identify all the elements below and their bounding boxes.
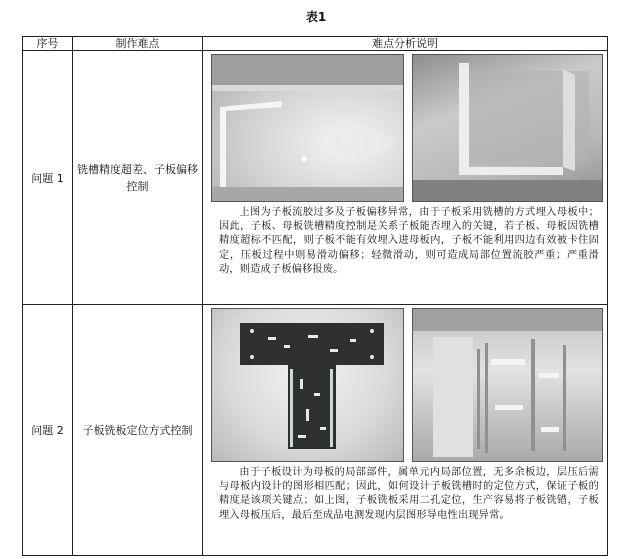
- photo-strip: [203, 51, 607, 202]
- row-difficulty: 子板铣板定位方式控制: [73, 305, 203, 556]
- table-header-row: [23, 37, 608, 51]
- analysis-text: 上图为子板流胶过多及子板偏移异常，由于子板采用铣槽的方式埋入母板中；因此，子板、母板铣槽精度控制是关系子板能否埋入的关键，若子板、母板因铣槽精度超标不匹配，则子板不能有效埋入进母板内，子板不能利用四边有效被卡住固定，压板过程中则易滑动偏移；轻微滑动，则可造成局部位置流胶严重；严重滑动，则造成子板偏移报废。: [219, 207, 599, 275]
- photo-t-shaped-board: [211, 308, 404, 462]
- difficulty-table: [22, 36, 608, 556]
- photo-strip: [203, 305, 607, 462]
- row-analysis-cell: [203, 305, 608, 556]
- header-index: 序号: [23, 37, 73, 51]
- row-index: 问题 2: [23, 305, 73, 556]
- row-analysis-cell: [203, 51, 608, 305]
- photo-board-edge: [211, 54, 404, 202]
- header-analysis: 难点分析说明: [203, 37, 608, 51]
- table-row: [23, 305, 608, 556]
- analysis-text: 由于子板设计为母板的局部部件，属单元内局部位置，无多余板边，层压后需与母板内设计的图形相匹配；因此，如何设计子板铣槽时的定位方式，保证子板的精度是该项关键点；如上图，子板铣板采用二孔定位，生产容易将子板铣错，子板埋入母板压后，最后至成品电测发现内层图形导电性出现异常。: [219, 467, 599, 521]
- row-difficulty: 铣槽精度超差、子板偏移控制: [73, 51, 203, 305]
- table-caption: 表1: [305, 10, 327, 24]
- photo-inner-layer-pattern: [412, 308, 603, 462]
- header-difficulty: 制作难点: [73, 37, 203, 51]
- row-index: 问题 1: [23, 51, 73, 305]
- photo-board-corner: [412, 54, 603, 202]
- table-row: [23, 51, 608, 305]
